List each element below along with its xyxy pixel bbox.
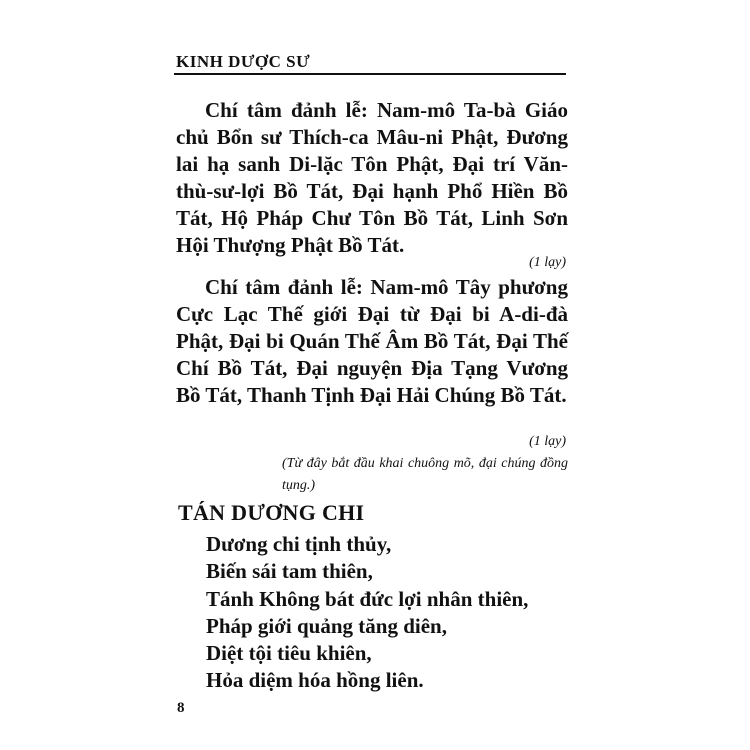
header-rule xyxy=(174,73,566,75)
running-head: KINH DƯỢC SƯ xyxy=(176,52,311,71)
prayer-paragraph-1: Chí tâm đảnh lễ: Nam-mô Ta-bà Giáo chủ Bổn sư Thích-ca Mâu-ni Phật, Đương lai hạ sanh Di-lặc Tôn Phật, Đại trí Văn-thù-sư-lợi Bồ Tát, Đại hạnh Phổ Hiền Bồ Tát, Hộ Pháp Chư Tôn Bồ Tát, Linh Sơn Hội Thượng Phật Bồ Tát. xyxy=(176,98,568,257)
instruction-note: (Từ đây bắt đầu khai chuông mõ, đại chúng đồng tụng.) xyxy=(282,456,568,493)
verse-line: Biến sái tam thiên, xyxy=(206,559,373,584)
verse-line: Pháp giới quảng tăng diên, xyxy=(206,613,447,638)
verse-line: Tánh Không bát đức lợi nhân thiên, xyxy=(206,586,529,611)
verse-line: Dương chi tịnh thủy, xyxy=(206,532,392,556)
verse-stanza xyxy=(206,531,528,695)
section-title: TÁN DƯƠNG CHI xyxy=(178,500,365,525)
verse-line: Hỏa diệm hóa hồng liên. xyxy=(206,668,424,693)
prayer-paragraph-2: Chí tâm đảnh lễ: Nam-mô Tây phương Cực Lạc Thế giới Đại từ Đại bi A-di-đà Phật, Đại bi Quán Thế Âm Bồ Tát, Đại Thế Chí Bồ Tát, Đại nguyện Địa Tạng Vương Bồ Tát, Thanh Tịnh Đại Hải Chúng Bồ Tát. xyxy=(176,275,568,407)
bow-count-2: (1 lạy) xyxy=(529,434,566,449)
verse-line: Diệt tội tiêu khiên, xyxy=(206,641,372,666)
page-number: 8 xyxy=(177,700,185,716)
bow-count-1: (1 lạy) xyxy=(529,255,566,270)
